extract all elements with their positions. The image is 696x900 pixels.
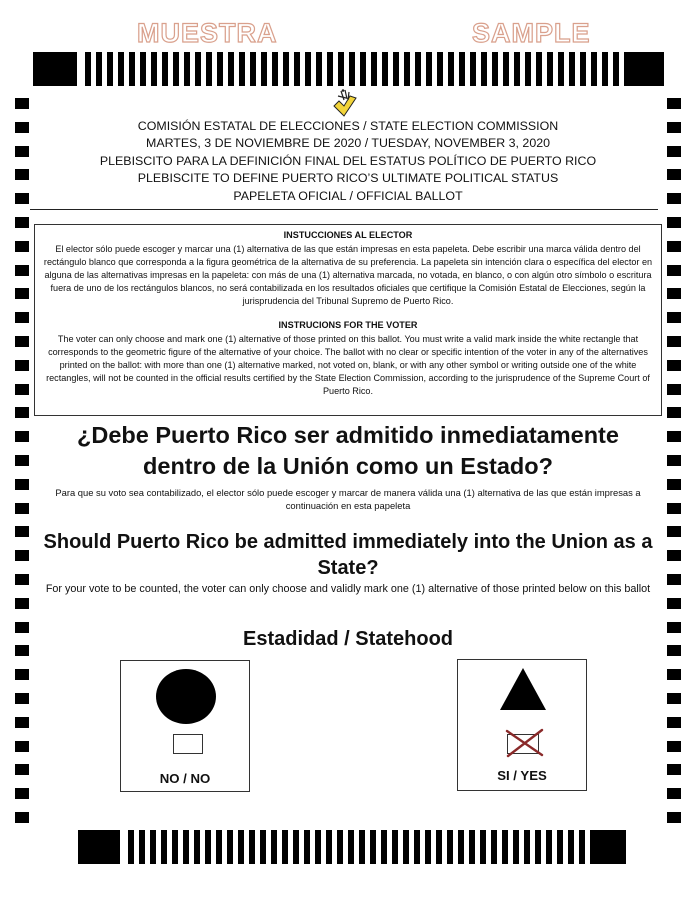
timing-mark [557, 830, 563, 864]
timing-mark [481, 52, 487, 86]
left-timing-marks [15, 0, 29, 900]
timing-mark [107, 52, 113, 86]
header-plebiscite-en: PLEBISCITE TO DEFINE PUERTO RICO’S ULTIMATE POLITICAL STATUS [137, 171, 559, 186]
timing-mark [172, 830, 178, 864]
timing-mark [15, 407, 29, 418]
timing-mark [525, 52, 531, 86]
cee-logo-icon [332, 88, 358, 118]
top-timing-marks [33, 52, 664, 86]
timing-mark [667, 98, 681, 109]
timing-mark [667, 693, 681, 704]
timing-mark [514, 52, 520, 86]
timing-mark [15, 217, 29, 228]
timing-mark [15, 193, 29, 204]
header-divider [30, 209, 658, 210]
timing-mark [371, 52, 377, 86]
timing-mark [217, 52, 223, 86]
timing-mark [250, 52, 256, 86]
timing-mark [491, 830, 497, 864]
timing-mark [139, 830, 145, 864]
timing-mark [348, 830, 354, 864]
option-no-box[interactable] [120, 660, 250, 792]
timing-mark [667, 288, 681, 299]
timing-mark [85, 52, 91, 86]
timing-mark [613, 52, 619, 86]
timing-mark [667, 431, 681, 442]
timing-mark [667, 360, 681, 371]
timing-mark [393, 52, 399, 86]
timing-mark [558, 52, 564, 86]
timing-mark [667, 503, 681, 514]
timing-mark [183, 830, 189, 864]
instructions-box [34, 224, 662, 416]
timing-mark [470, 52, 476, 86]
timing-mark [305, 52, 311, 86]
timing-mark [524, 830, 530, 864]
timing-mark [294, 52, 300, 86]
timing-mark [283, 52, 289, 86]
timing-mark [667, 336, 681, 347]
timing-mark [667, 764, 681, 775]
timing-mark [414, 830, 420, 864]
timing-mark [15, 122, 29, 133]
timing-mark [140, 52, 146, 86]
instructions-title-es: INSTUCCIONES AL ELECTOR [283, 230, 413, 240]
timing-mark [239, 52, 245, 86]
timing-mark [15, 431, 29, 442]
timing-mark [15, 693, 29, 704]
timing-mark [238, 830, 244, 864]
timing-mark [502, 830, 508, 864]
timing-mark [415, 52, 421, 86]
instructions-text-es: El elector sólo puede escoger y marcar una (1) alternativa de las que están impresas en esta papeleta. Debe escribir una marca válida dentro del rectángulo blanco que corresponda a la figura geométrica de la alternativa de su preferencia. La papeleta sin intención clara o específica del elector en alguna de las alternativas impresas en la papeleta: con más de una (1) alternativa marcada, no votada, en blanco, o con algún otro símbolo o escritura fuera de uno de los rectángulos blancos, no será contabilizada en los resultados oficiales que certifique la Comisión Estatal de Elecciones, según la jurisprudencia del Tribunal Supremo de Puerto Rico. [43, 244, 653, 307]
timing-mark [261, 52, 267, 86]
timing-mark [15, 503, 29, 514]
timing-mark [667, 717, 681, 728]
timing-mark [425, 830, 431, 864]
timing-mark [15, 360, 29, 371]
timing-mark [249, 830, 255, 864]
timing-mark [150, 830, 156, 864]
timing-mark [403, 830, 409, 864]
timing-mark [370, 830, 376, 864]
timing-mark [437, 52, 443, 86]
timing-mark [271, 830, 277, 864]
timing-mark [360, 52, 366, 86]
timing-mark [503, 52, 509, 86]
timing-mark [480, 830, 486, 864]
timing-mark [404, 52, 410, 86]
timing-mark [338, 52, 344, 86]
timing-mark [304, 830, 310, 864]
timing-mark [602, 52, 608, 86]
timing-mark [195, 52, 201, 86]
timing-mark [459, 52, 465, 86]
bottom-timing-marks [78, 830, 626, 864]
circle-icon [156, 669, 216, 724]
timing-mark [315, 830, 321, 864]
timing-mark [667, 598, 681, 609]
timing-mark [667, 169, 681, 180]
timing-mark [206, 52, 212, 86]
timing-mark [194, 830, 200, 864]
timing-mark [568, 830, 574, 864]
timing-mark [15, 169, 29, 180]
timing-mark [260, 830, 266, 864]
timing-mark [15, 741, 29, 752]
timing-mark [458, 830, 464, 864]
timing-mark [392, 830, 398, 864]
option-no-label: NO / NO [159, 771, 211, 786]
header-commission: COMISIÓN ESTATAL DE ELECCIONES / STATE ELECTION COMMISSION [137, 119, 559, 133]
timing-mark [667, 741, 681, 752]
timing-mark [667, 265, 681, 276]
timing-mark [184, 52, 190, 86]
timing-mark [547, 52, 553, 86]
header-plebiscite-es: PLEBISCITO PARA LA DEFINICIÓN FINAL DEL ESTATUS POLÍTICO DE PUERTO RICO [99, 153, 597, 168]
timing-mark [129, 52, 135, 86]
question-en: Should Puerto Rico be admitted immediately into the Union as a State? [43, 531, 653, 579]
timing-mark [536, 52, 542, 86]
timing-mark [162, 52, 168, 86]
timing-mark [546, 830, 552, 864]
timing-mark [161, 830, 167, 864]
timing-mark [293, 830, 299, 864]
options-title: Estadidad / Statehood [242, 628, 454, 650]
timing-mark [216, 830, 222, 864]
timing-mark [173, 52, 179, 86]
timing-mark [382, 52, 388, 86]
timing-mark [15, 479, 29, 490]
timing-mark [15, 455, 29, 466]
timing-mark [151, 52, 157, 86]
timing-mark [579, 830, 585, 864]
option-yes-box[interactable] [457, 659, 587, 791]
timing-mark [448, 52, 454, 86]
ballot-header [60, 118, 636, 205]
timing-mark [426, 52, 432, 86]
header-date: MARTES, 3 DE NOVIEMBRE DE 2020 / TUESDAY, NOVEMBER 3, 2020 [146, 136, 550, 151]
option-yes-label: SI / YES [497, 768, 547, 783]
header-ballot-type: PAPELETA OFICIAL / OFFICIAL BALLOT [233, 188, 463, 203]
timing-mark [359, 830, 365, 864]
timing-mark [15, 146, 29, 157]
timing-mark [118, 52, 124, 86]
timing-mark [667, 146, 681, 157]
question-note-es: Para que su voto sea contabilizado, el elector sólo puede escoger y marcar de manera válida una (1) alternativa de las que están impresas a continuación en esta papeleta [55, 487, 641, 511]
timing-mark [535, 830, 541, 864]
timing-mark [591, 52, 597, 86]
timing-mark [128, 830, 134, 864]
timing-mark [667, 788, 681, 799]
watermark-muestra: MUESTRA [137, 18, 278, 48]
timing-mark [15, 717, 29, 728]
timing-mark [436, 830, 442, 864]
instructions-title-en: INSTRUCIONS FOR THE VOTER [278, 319, 418, 330]
watermark-sample: SAMPLE [472, 18, 591, 48]
timing-mark [272, 52, 278, 86]
timing-mark [227, 830, 233, 864]
timing-mark [469, 830, 475, 864]
timing-mark [580, 52, 586, 86]
timing-mark [326, 830, 332, 864]
timing-mark [15, 312, 29, 323]
timing-mark [15, 788, 29, 799]
timing-mark [15, 241, 29, 252]
timing-mark [667, 384, 681, 395]
timing-mark [15, 288, 29, 299]
timing-mark [15, 598, 29, 609]
timing-mark [667, 479, 681, 490]
right-timing-marks [667, 0, 681, 900]
triangle-icon [498, 666, 548, 712]
timing-mark [667, 122, 681, 133]
timing-mark [316, 52, 322, 86]
timing-mark [15, 265, 29, 276]
timing-mark [282, 830, 288, 864]
timing-mark [228, 52, 234, 86]
timing-mark [513, 830, 519, 864]
timing-mark [492, 52, 498, 86]
timing-mark [15, 336, 29, 347]
timing-mark [447, 830, 453, 864]
timing-mark [667, 455, 681, 466]
timing-mark [667, 241, 681, 252]
timing-mark [667, 193, 681, 204]
timing-mark [337, 830, 343, 864]
timing-mark [667, 812, 681, 823]
timing-mark [569, 52, 575, 86]
timing-mark [15, 812, 29, 823]
question-es: ¿Debe Puerto Rico ser admitido inmediatamente dentro de la Unión como un Estado? [77, 422, 619, 479]
timing-mark [349, 52, 355, 86]
timing-mark [96, 52, 102, 86]
timing-mark [15, 98, 29, 109]
timing-mark [667, 407, 681, 418]
timing-mark [205, 830, 211, 864]
timing-mark [327, 52, 333, 86]
timing-mark [15, 384, 29, 395]
timing-mark [667, 312, 681, 323]
question-note-en: For your vote to be counted, the voter can only choose and validly mark one (1) alternative of those printed below on this ballot [45, 583, 651, 595]
cross-mark-icon [504, 728, 544, 758]
timing-mark [667, 217, 681, 228]
timing-mark [15, 764, 29, 775]
timing-mark [15, 669, 29, 680]
no-mark-rectangle[interactable] [173, 734, 203, 754]
timing-mark [381, 830, 387, 864]
timing-mark [667, 669, 681, 680]
instructions-text-en: The voter can only choose and mark one (1) alternative of those printed on this ballot. You must write a valid mark inside the white rectangle that corresponds to the geometric figure of the alternative of your choice. The ballot with no clear or specific intention of the voter in any of the alternatives printed on the ballot: with more than one (1) alternative marked, not voted on, blank, or with any other symbol or writing outside one of the white rectangles, will not be counted in the official results certified by the State Election Commission, according to the jurisprudence of the Supreme Court of Puerto Rico. [46, 333, 650, 397]
